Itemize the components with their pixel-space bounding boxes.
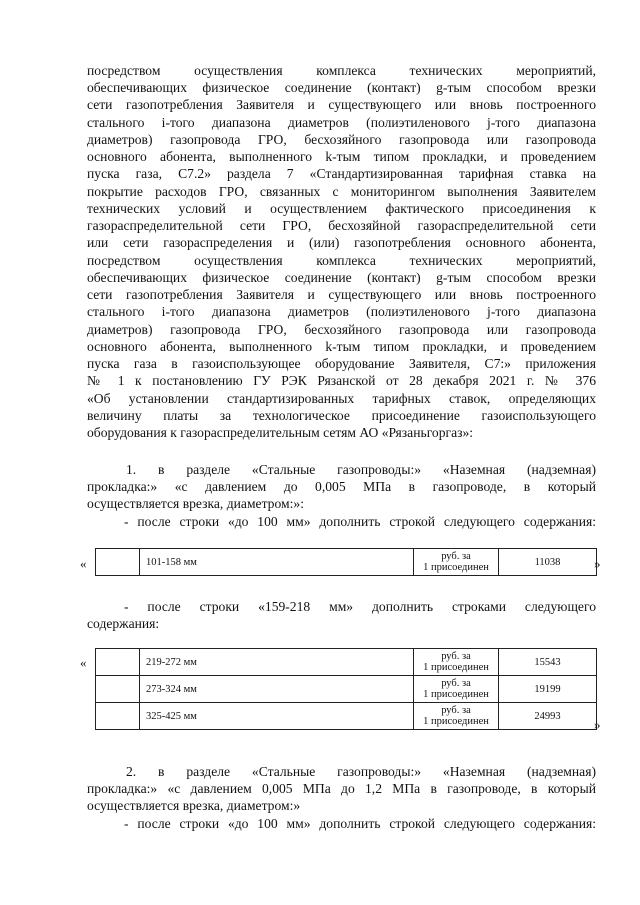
table-cell-unit: руб. за 1 присоединен bbox=[414, 649, 499, 676]
text-line: основного абонента, выполненного k-тым типом прокладки, и проведением bbox=[87, 149, 596, 164]
close-quote: » bbox=[594, 556, 601, 571]
table-cell-value: 11038 bbox=[499, 549, 597, 576]
text-line: оборудования к газораспределительным сетям АО «Рязаньгоргаз»: bbox=[87, 425, 474, 440]
table-cell-empty bbox=[96, 676, 140, 703]
table-row bbox=[96, 676, 597, 703]
text-line: или сети газораспределения и (или) газопотребления основного абонента, bbox=[87, 235, 596, 250]
text-line: диаметров) газопровода ГРО, бесхозяйного газопровода или газопровода bbox=[87, 322, 596, 337]
text-line: содержания: bbox=[87, 616, 160, 631]
table-cell-range: 101-158 мм bbox=[140, 549, 414, 576]
text-line: газораспределительной сети ГРО, бесхозяйной газораспределительной сети bbox=[87, 218, 596, 233]
text-line: диаметров) газопровода ГРО, бесхозяйного газопровода или газопровода bbox=[87, 132, 596, 147]
table-cell-unit: руб. за 1 присоединен bbox=[414, 703, 499, 730]
text-line: № 1 к постановлению ГУ РЭК Рязанской от 28 декабря 2021 г. № 376 bbox=[87, 373, 596, 388]
text-line: стального i-того диапазона диаметров (полиэтиленового j-того диапазона bbox=[87, 115, 596, 130]
table-cell-value: 15543 bbox=[499, 649, 597, 676]
table-cell-empty bbox=[96, 649, 140, 676]
text-line: технических условий и осуществлением фактического присоединения к bbox=[87, 201, 596, 216]
text-line: «Об установлении стандартизированных тарифных ставок, определяющих bbox=[87, 391, 596, 406]
text-line: - после строки «до 100 мм» дополнить строкой следующего содержания: bbox=[124, 816, 596, 831]
table-cell-range: 325-425 мм bbox=[140, 703, 414, 730]
close-quote: » bbox=[594, 717, 601, 732]
table-row bbox=[96, 703, 597, 730]
open-quote: « bbox=[80, 556, 87, 571]
text-line: посредством осуществления комплекса технических мероприятий, bbox=[87, 253, 596, 268]
text-line: стального i-того диапазона диаметров (полиэтиленового j-того диапазона bbox=[87, 304, 596, 319]
text-line: осуществляется врезка, диаметром:»: bbox=[87, 496, 304, 511]
text-line: 2. в разделе «Стальные газопроводы:» «Наземная (надземная) bbox=[126, 764, 596, 779]
text-line: покрытие расходов ГРО, связанных с мониторингом выполнения Заявителем bbox=[87, 184, 596, 199]
table-cell-value: 19199 bbox=[499, 676, 597, 703]
text-line: - после строки «159-218 мм» дополнить строками следующего bbox=[124, 599, 596, 614]
text-line: осуществляется врезка, диаметром:» bbox=[87, 798, 301, 813]
table-cell-unit: руб. за 1 присоединен bbox=[414, 549, 499, 576]
text-line: прокладка:» «с давлением до 0,005 МПа в газопроводе, в который bbox=[87, 479, 596, 494]
text-line: величину платы за технологическое присоединение газоиспользующего bbox=[87, 408, 596, 423]
table-cell-unit: руб. за 1 присоединен bbox=[414, 676, 499, 703]
table-cell-empty bbox=[96, 703, 140, 730]
text-line: основного абонента, выполненного k-тым типом прокладки, и проведением bbox=[87, 339, 596, 354]
text-line: сети газопотребления Заявителя и существующего или вновь построенного bbox=[87, 97, 596, 112]
table-row bbox=[96, 549, 597, 576]
open-quote: « bbox=[80, 655, 87, 670]
table-cell-value: 24993 bbox=[499, 703, 597, 730]
text-line: прокладка:» «с давлением 0,005 МПа до 1,2 МПа в газопроводе, в который bbox=[87, 781, 596, 796]
text-line: обеспечивающих физическое соединение (контакт) g-тым способом врезки bbox=[87, 80, 596, 95]
tariff-table-2 bbox=[95, 648, 597, 730]
text-line: 1. в разделе «Стальные газопроводы:» «Наземная (надземная) bbox=[126, 462, 596, 477]
text-line: пуска газа, С7.2» раздела 7 «Стандартизированная тарифная ставка на bbox=[87, 166, 596, 181]
tariff-table-1 bbox=[95, 548, 597, 576]
table-row bbox=[96, 649, 597, 676]
text-line: посредством осуществления комплекса технических мероприятий, bbox=[87, 63, 596, 78]
text-line: пуска газа в газоиспользующее оборудование Заявителя, С7:» приложения bbox=[87, 356, 596, 371]
table-cell-range: 219-272 мм bbox=[140, 649, 414, 676]
text-line: обеспечивающих физическое соединение (контакт) g-тым способом врезки bbox=[87, 270, 596, 285]
table-cell-range: 273-324 мм bbox=[140, 676, 414, 703]
table-cell-empty bbox=[96, 549, 140, 576]
text-line: сети газопотребления Заявителя и существующего или вновь построенного bbox=[87, 287, 596, 302]
text-line: - после строки «до 100 мм» дополнить строкой следующего содержания: bbox=[124, 514, 596, 529]
